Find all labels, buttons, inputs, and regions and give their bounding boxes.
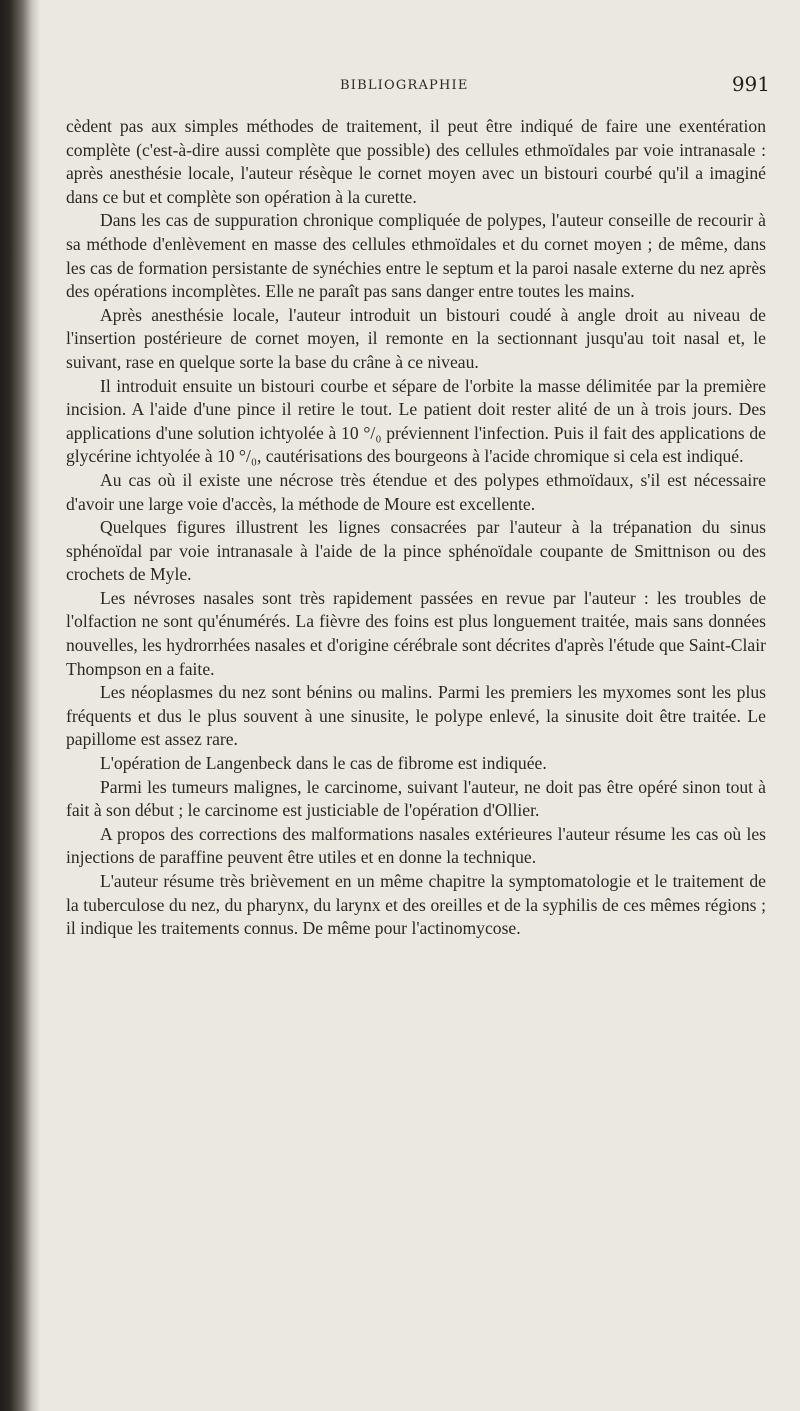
paragraph: L'auteur résume très brièvement en un même chapitre la symptomatologie et le traitement de la tuberculose du nez, du pharynx, du larynx et des oreilles et de la syphilis de ces mêmes régions ; il indique les traitements connus. De même pour l'actinomycose. <box>66 871 766 939</box>
body-text <box>66 115 766 941</box>
paragraph: L'opération de Langenbeck dans le cas de fibrome est indiquée. <box>100 753 547 774</box>
paragraph: Quelques figures illustrent les lignes consacrées par l'auteur à la trépanation du sinus sphénoïdal par voie intranasale à l'aide de la pince sphénoïdale coupante de Smittnison ou des crochets de Myle. <box>66 517 766 585</box>
page-number: 991 <box>731 72 770 96</box>
paragraph: Après anesthésie locale, l'auteur introduit un bistouri coudé à angle droit au niveau de l'insertion postérieure de cornet moyen, il remonte en la sectionnant jusqu'au toit nasal et, le suivant, rase en quelque sorte la base du crâne à ce niveau. <box>66 304 766 372</box>
running-title: BIBLIOGRAPHIE <box>340 78 469 93</box>
paragraph: Il introduit ensuite un bistouri courbe et sépare de l'orbite la masse délimitée par la première incision. A l'aide d'une pince il retire le tout. Le patient doit rester alité de un à trois jours. Des applications d'une solution ichtyolée à 10 °/₀ préviennent l'infection. Puis il fait des applications de glycérine ichtyolée à 10 °/₀, cautérisations des bourgeons à l'acide chromique si cela est indiqué. <box>66 375 766 467</box>
paragraph: Parmi les tumeurs malignes, le carcinome, suivant l'auteur, ne doit pas être opéré sinon tout à fait à son début ; le carcinome est justiciable de l'opération d'Ollier. <box>66 776 766 821</box>
paragraph: cèdent pas aux simples méthodes de traitement, il peut être indiqué de faire une exentération complète (c'est-à-dire aussi complète que possible) des cellules ethmoïdales par voie intranasale : après anesthésie locale, l'auteur résèque le cornet moyen avec un bistouri courbé qu'il a imaginé dans ce but et complète son opération à la curette. <box>66 116 766 207</box>
paragraph: Au cas où il existe une nécrose très étendue et des polypes ethmoïdaux, s'il est nécessaire d'avoir une large voie d'accès, la méthode de Moure est excellente. <box>66 469 766 514</box>
book-page <box>40 0 800 1411</box>
running-head <box>40 72 800 102</box>
paragraph: Les néoplasmes du nez sont bénins ou malins. Parmi les premiers les myxomes sont les plus fréquents et dus le plus souvent à une sinusite, le polype enlevé, la sinusite doit être traitée. Le papillome est assez rare. <box>66 682 766 750</box>
paragraph: A propos des corrections des malformations nasales extérieures l'auteur résume les cas où les injections de paraffine peuvent être utiles et en donne la technique. <box>66 823 766 868</box>
paragraph: Dans les cas de suppuration chronique compliquée de polypes, l'auteur conseille de recourir à sa méthode d'enlèvement en masse des cellules ethmoïdales et du cornet moyen ; de même, dans les cas de formation persistante de synéchies entre le septum et la paroi nasale externe du nez après des opérations incomplètes. Elle ne paraît pas sans danger entre toutes les mains. <box>66 210 766 302</box>
paragraph: Les névroses nasales sont très rapidement passées en revue par l'auteur : les troubles de l'olfaction ne sont qu'énumérés. La fièvre des foins est plus longuement traitée, mais sans données nouvelles, les hydrorrhées nasales et d'origine cérébrale sont décrites d'après l'étude que Saint-Clair Thompson en a faite. <box>66 587 766 679</box>
book-binding-edge <box>0 0 40 1411</box>
